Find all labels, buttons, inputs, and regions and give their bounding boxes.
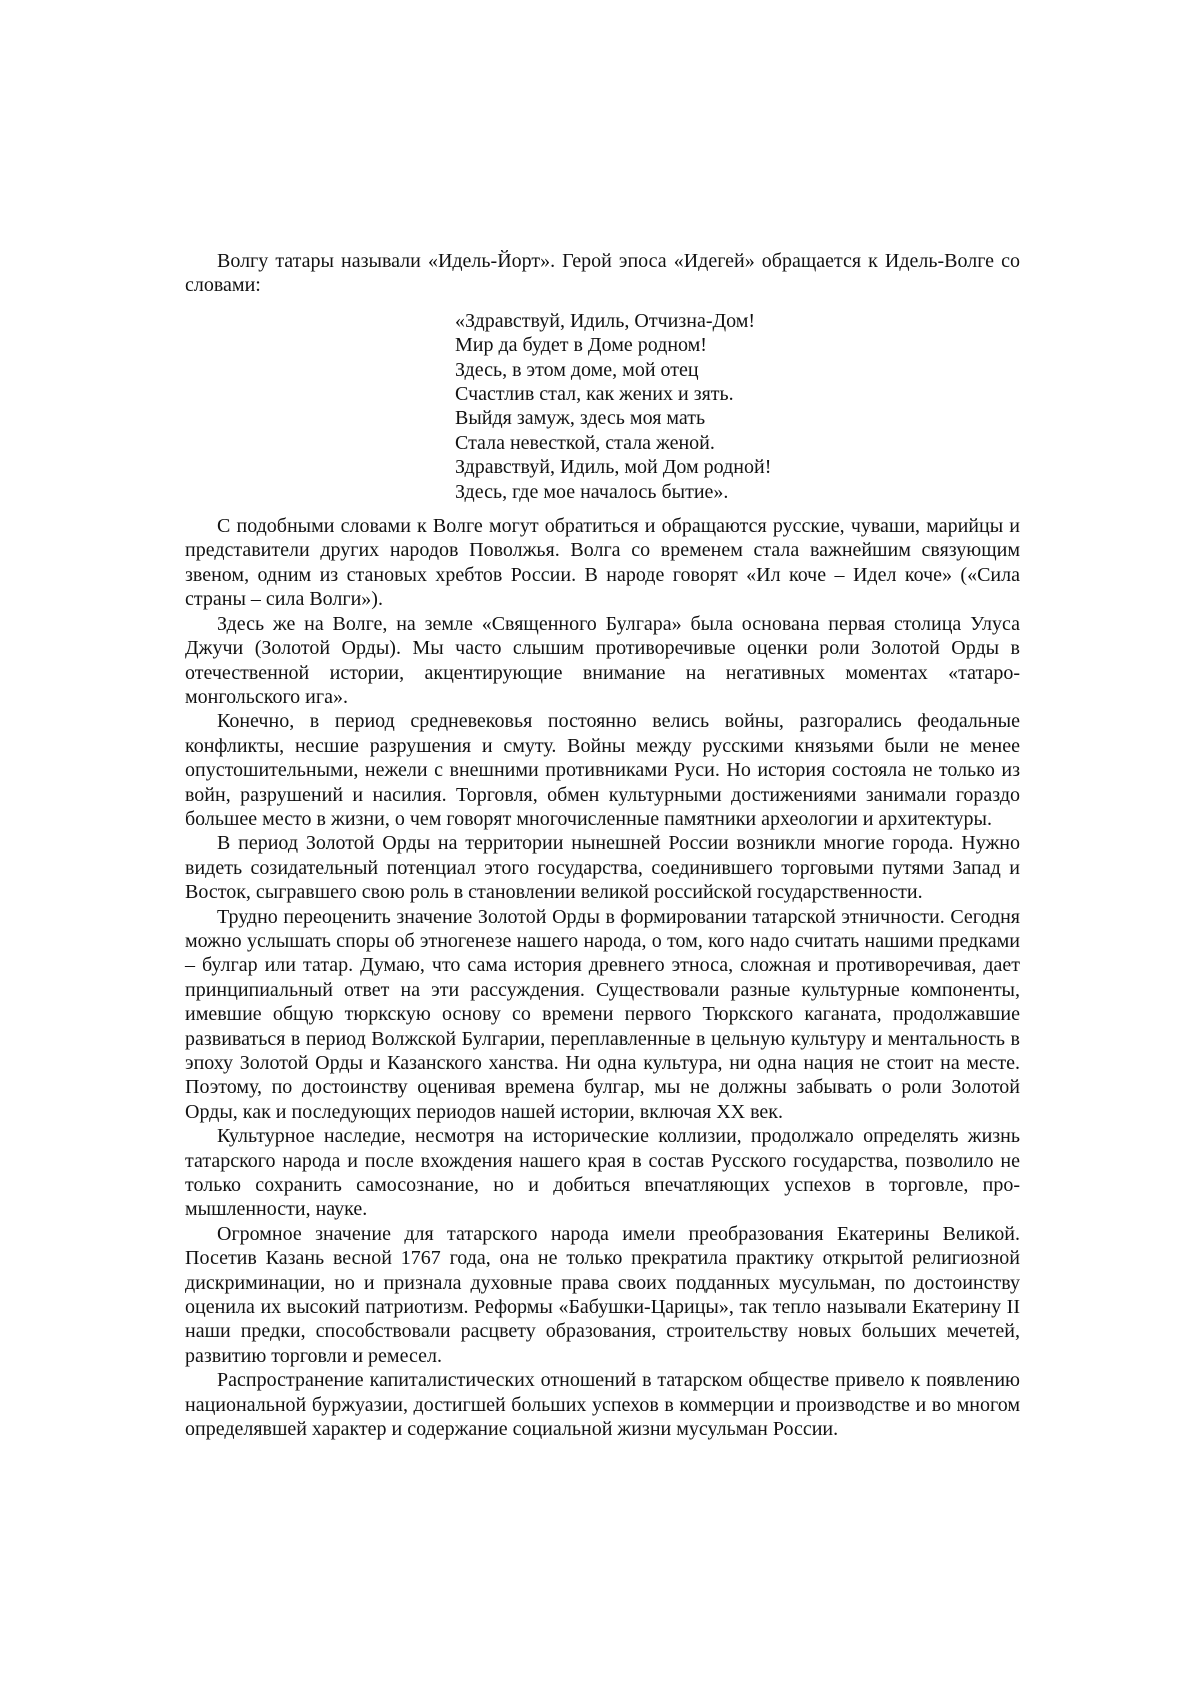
body-paragraph: С подобными словами к Волге могут обратиться и обращаются русские, чуваши, ма­рийцы и представители других народов Поволжья. Волга со временем стала важнейшим связующим звеном, одним из становых хребтов России. В народе говорят «Ил коче – Идел коче» («Сила страны – сила Волги»).: [185, 514, 1020, 612]
poem-line: Здесь, в этом доме, мой отец: [455, 358, 1020, 382]
body-paragraph: Распространение капиталистических отношений в татарском обществе привело к появ­лению национальной буржуазии, достигшей больших успехов в коммерции и производстве и во многом определявшей характер и содержание социальной жизни мусульман России.: [185, 1368, 1020, 1441]
poem-line: «Здравствуй, Идиль, Отчизна-Дом!: [455, 309, 1020, 333]
poem-line: Здравствуй, Идиль, мой Дом родной!: [455, 455, 1020, 479]
poem-line: Счастлив стал, как жених и зять.: [455, 382, 1020, 406]
body-paragraph: Огромное значение для татарского народа имели преобразования Екатерины Великой. Посетив Казань весной 1767 года, она не только прекратила практику открытой религиозной дискриминации, но и признала духовные права своих подданных мусульман, по достоинству оценила их высокий патриотизм. Реформы «Бабушки-Царицы», так тепло называли Екате­рину II наши предки, способствовали расцвету образования, строительству новых больших мечетей, развитию торговли и ремесел.: [185, 1222, 1020, 1368]
poem-line: Здесь, где мое началось бытие».: [455, 480, 1020, 504]
document-page: [0, 0, 1200, 1697]
poem-line: Выйдя замуж, здесь моя мать: [455, 406, 1020, 430]
poem-quote: [455, 309, 1020, 504]
body-paragraph: Трудно переоценить значение Золотой Орды в формировании татарской этничности. Сегодня можно услышать споры об этногенезе нашего народа, о том, кого надо считать нашими предками – булгар или татар. Думаю, что сама история древнего этноса, сложная и противоречивая, дает принципиальный ответ на эти рассуждения. Существовали разные культурные компоненты, имевшие общую тюркскую основу со времени первого Тюркского каганата, продолжавшие развиваться в период Волжской Булгарии, переплавленные в цель­ную культуру и ментальность в эпоху Золотой Орды и Казанского ханства. Ни одна культу­ра, ни одна нация не стоит на месте. Поэтому, по достоинству оценивая времена булгар, мы не должны забывать о роли Золотой Орды, как и последующих периодов нашей истории, включая XX век.: [185, 905, 1020, 1125]
body-paragraph: Культурное наследие, несмотря на исторические коллизии, продолжало определять жизнь татарского народа и после вхождения нашего края в состав Русского государства, позволило не только сохранить самосознание, но и добиться впечатляющих успехов в торговле, про­мышленности, науке.: [185, 1124, 1020, 1222]
intro-paragraph: Волгу татары называли «Идель-Йорт». Герой эпоса «Идегей» обращается к Идель-Волге со словами:: [185, 249, 1020, 298]
article-body: [185, 249, 1020, 1442]
body-paragraph: В период Золотой Орды на территории нынешней России возникли многие города. Нуж­но видеть созидательный потенциал этого государства, соединившего торговыми путями Запад и Восток, сыгравшего свою роль в становлении великой российской государствен­ности.: [185, 831, 1020, 904]
body-paragraph: Здесь же на Волге, на земле «Священного Булгара» была основана первая столица Улу­са Джучи (Золотой Орды). Мы часто слышим противоречивые оценки роли Золотой Орды в отечественной истории, акцентирующие внимание на негативных моментах «татаро-монгольского ига».: [185, 612, 1020, 710]
poem-line: Мир да будет в Доме родном!: [455, 333, 1020, 357]
poem-line: Стала невесткой, стала женой.: [455, 431, 1020, 455]
body-paragraph: Конечно, в период средневековья постоянно велись войны, разгорались феодальные конфликты, несшие разрушения и смуту. Войны между русскими князьями были не менее опустошительными, нежели с внешними противниками Руси. Но история состояла не толь­ко из войн, разрушений и насилия. Торговля, обмен культурными достижениями занимали гораздо большее место в жизни, о чем говорят многочисленные памятники археологии и ар­хитектуры.: [185, 709, 1020, 831]
